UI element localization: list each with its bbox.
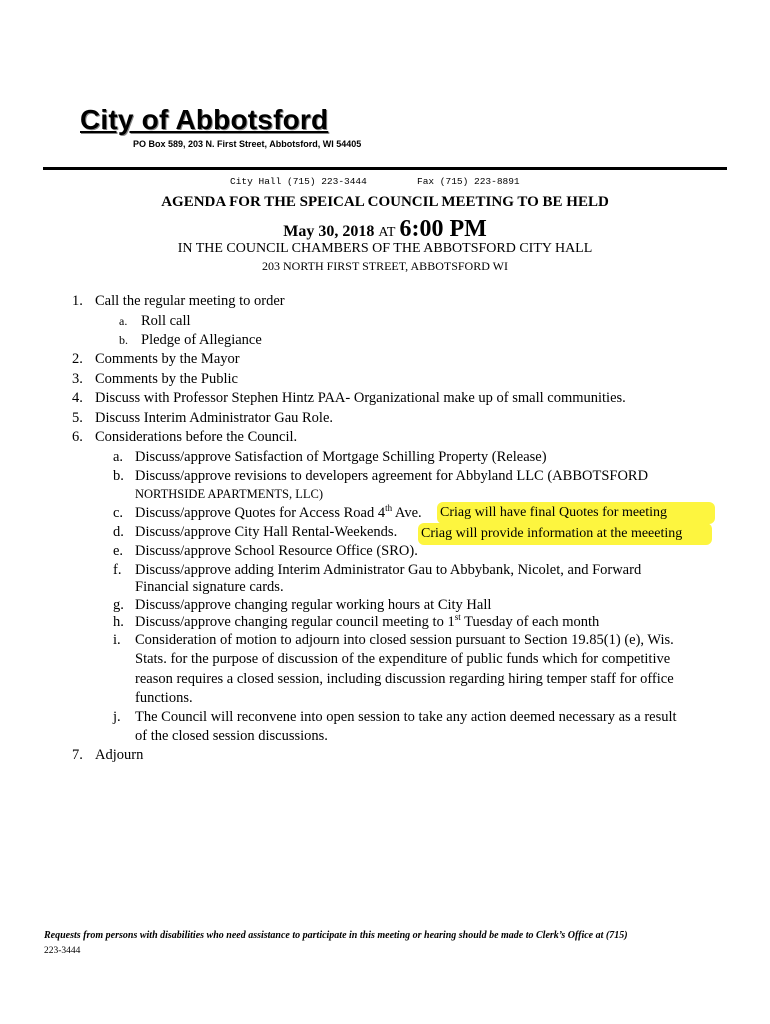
subitem-continuation: NORTHSIDE APARTMENTS, LLC) [135, 487, 323, 501]
item-number: 1. [72, 293, 83, 309]
item-text: Discuss with Professor Stephen Hintz PAA- Organizational make up of small communities. [95, 390, 626, 406]
item-number: 3. [72, 371, 83, 387]
highlight-annotation-quotes: Criag will have final Quotes for meeting [437, 502, 715, 524]
meeting-street: 203 NORTH FIRST STREET, ABBOTSFORD WI [262, 259, 508, 273]
subitem-text: Roll call [141, 313, 191, 329]
agenda-item [72, 410, 334, 427]
subitem-letter: a. [113, 449, 124, 465]
subitem-letter: a. [119, 314, 128, 328]
meeting-location: IN THE COUNCIL CHAMBERS OF THE ABBOTSFORD CITY HALL [177, 241, 593, 256]
subitem-text: Pledge of Allegiance [141, 332, 262, 348]
subitem-text: Discuss/approve changing regular working hours at City Hall [135, 597, 492, 613]
item-number: 4. [72, 390, 83, 406]
subitem-letter: h. [113, 614, 124, 630]
subitem-text-part: Discuss/approve changing regular council meeting to 1 [135, 614, 455, 630]
subitem-text-part: Ave. [392, 505, 422, 521]
agenda-subitem [113, 543, 418, 560]
subitem-letter: i. [113, 632, 121, 648]
subitem-text: Discuss/approve adding Interim Administrator Gau to Abbybank, Nicolet, and Forward [135, 562, 642, 578]
subitem-text [135, 505, 422, 522]
item-number: 5. [72, 410, 83, 426]
item-number: 6. [72, 429, 83, 445]
subitem-text: Consideration of motion to adjourn into closed session pursuant to Section 19.85(1) (e), Wis. [135, 632, 674, 648]
meeting-at: AT [378, 225, 396, 240]
subitem-continuation: functions. [135, 690, 193, 706]
subitem-text-part: Tuesday of each month [460, 614, 600, 630]
agenda-subitem [113, 632, 674, 649]
subitem-letter: b. [113, 468, 124, 484]
subitem-text: Discuss/approve Satisfaction of Mortgage Schilling Property (Release) [135, 449, 547, 465]
subitem-continuation: of the closed session discussions. [135, 728, 328, 744]
agenda-item [72, 390, 626, 407]
subitem-letter: c. [113, 505, 124, 521]
subitem-text-part: Discuss/approve Quotes for Access Road 4 [135, 505, 386, 521]
item-text: Call the regular meeting to order [95, 293, 285, 309]
agenda-item [72, 371, 238, 388]
subitem-continuation: reason requires a closed session, including discussion regarding hiring temper staff for office [135, 671, 674, 687]
superscript: st [454, 612, 461, 623]
agenda-subitem [113, 468, 649, 485]
subitem-letter: f. [113, 562, 122, 578]
item-text: Discuss Interim Administrator Gau Role. [95, 410, 334, 426]
agenda-subitem [113, 612, 600, 631]
agenda-subitem [113, 562, 642, 579]
city-address: PO Box 589, 203 N. First Street, Abbotsford, WI 54405 [133, 139, 362, 149]
agenda-subitem [119, 313, 191, 330]
agenda-subitem [113, 524, 398, 541]
agenda-item [72, 293, 285, 310]
meeting-date: May 30, 2018 [283, 223, 375, 240]
subitem-continuation: Stats. for the purpose of discussion of the expenditure of public funds which for competitive [135, 651, 671, 667]
agenda-item [72, 747, 144, 764]
subitem-letter: d. [113, 524, 124, 540]
agenda-subitem [119, 332, 262, 349]
highlight-annotation-info: Criag will provide information at the meeeting [418, 523, 712, 545]
agenda-heading: AGENDA FOR THE SPEICAL COUNCIL MEETING TO BE HELD [161, 194, 609, 210]
agenda-subitem [113, 709, 677, 726]
agenda-item [72, 351, 240, 368]
meeting-time: 6:00 PM [399, 216, 487, 242]
subitem-letter: g. [113, 597, 124, 613]
item-text: Adjourn [95, 747, 144, 763]
subitem-letter: j. [113, 709, 121, 725]
subitem-text: Discuss/approve School Resource Office (SRO). [135, 543, 418, 559]
city-hall-phone: City Hall (715) 223-3444 [230, 176, 367, 187]
subitem-text-line: Discuss/approve revisions to developers agreement for Abbyland LLC (ABBOTSFORD [135, 468, 649, 484]
subitem-text: The Council will reconvene into open session to take any action deemed necessary as a result [135, 709, 677, 725]
accessibility-phone: 223-3444 [44, 946, 81, 956]
superscript: th [385, 503, 393, 514]
agenda-item [72, 429, 298, 446]
item-text: Comments by the Public [95, 371, 238, 387]
header-divider [43, 167, 727, 170]
agenda-subitem [113, 449, 547, 466]
subitem-letter: b. [119, 333, 128, 347]
subitem-continuation: Financial signature cards. [135, 579, 284, 595]
item-number: 7. [72, 747, 83, 763]
subitem-text: Discuss/approve City Hall Rental-Weekends. [135, 524, 398, 540]
agenda-subitem [113, 503, 422, 522]
item-number: 2. [72, 351, 83, 367]
item-text: Considerations before the Council. [95, 429, 298, 445]
item-text: Comments by the Mayor [95, 351, 240, 367]
meeting-date-time [0, 216, 770, 243]
city-title: City of Abbotsford [80, 104, 329, 135]
subitem-text [135, 468, 648, 485]
subitem-text [135, 614, 599, 631]
subitem-letter: e. [113, 543, 124, 559]
agenda-subitem [113, 597, 492, 614]
accessibility-notice: Requests from persons with disabilities who need assistance to participate in this meeting or hearing should be made to Clerk’s Office at (715) [44, 930, 628, 941]
fax-number: Fax (715) 223-8891 [417, 176, 520, 187]
